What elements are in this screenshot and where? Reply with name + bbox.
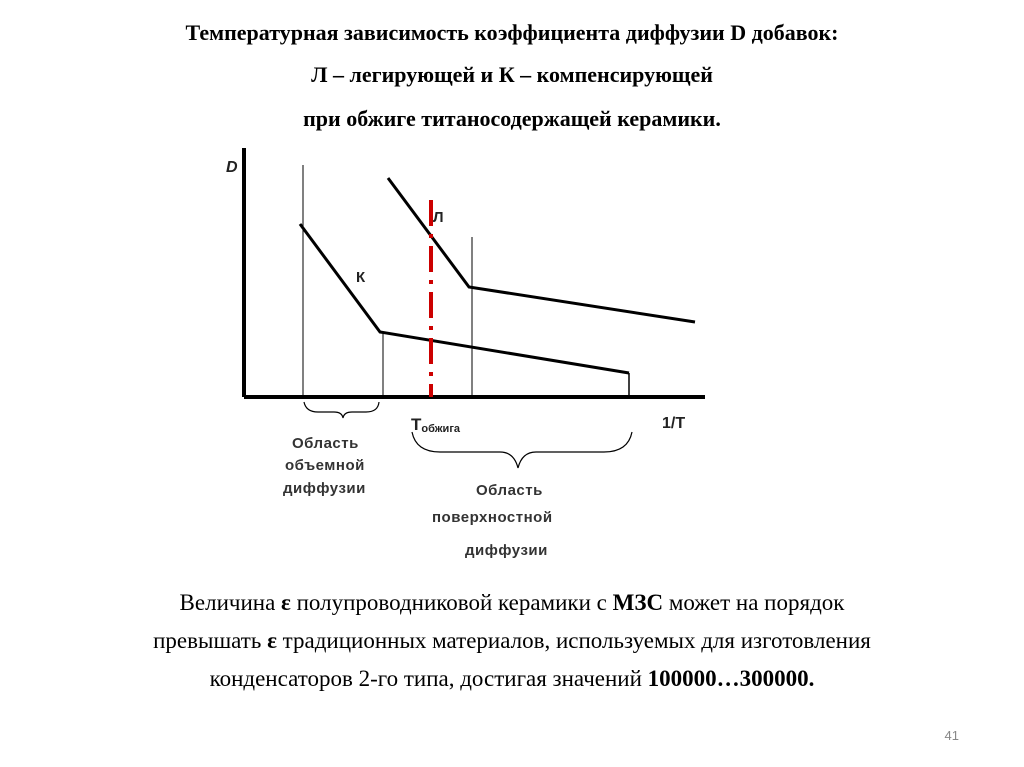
curve-K-label: К — [356, 269, 366, 286]
curve-L-label: Л — [433, 209, 444, 226]
bulk-region-line-2: объемной — [285, 457, 365, 474]
title-line-1: Температурная зависимость коэффициента диффузии D добавок: — [185, 20, 839, 45]
paragraph-line-2: превышать ε традиционных материалов, используемых для изготовления — [153, 628, 871, 653]
description-paragraph — [0, 584, 1024, 698]
surface-region-line-3: диффузии — [465, 542, 548, 559]
x-axis-label: 1/T — [662, 415, 686, 432]
surface-region-line-1: Область — [476, 482, 543, 499]
curve-K — [300, 224, 629, 373]
paragraph-line-1: Величина ε полупроводниковой керамики с МЗС может на порядок — [179, 590, 845, 615]
title-line-3: при обжиге титаносодержащей керамики. — [303, 106, 721, 131]
surface-region-line-2: поверхностной — [432, 509, 553, 526]
bulk-region-brace — [304, 402, 379, 418]
paragraph-line-3: конденсаторов 2-го типа, достигая значений 100000…300000. — [209, 666, 815, 691]
y-axis-label: D — [226, 159, 238, 176]
page-number: 41 — [944, 728, 959, 743]
curve-L — [388, 178, 695, 322]
bulk-region-line-1: Область — [292, 435, 359, 452]
firing-temperature-label: Тобжига — [411, 415, 461, 435]
bulk-region-line-3: диффузии — [283, 480, 366, 497]
surface-region-brace — [412, 432, 632, 468]
title-line-2: Л – легирующей и К – компенсирующей — [311, 62, 713, 87]
